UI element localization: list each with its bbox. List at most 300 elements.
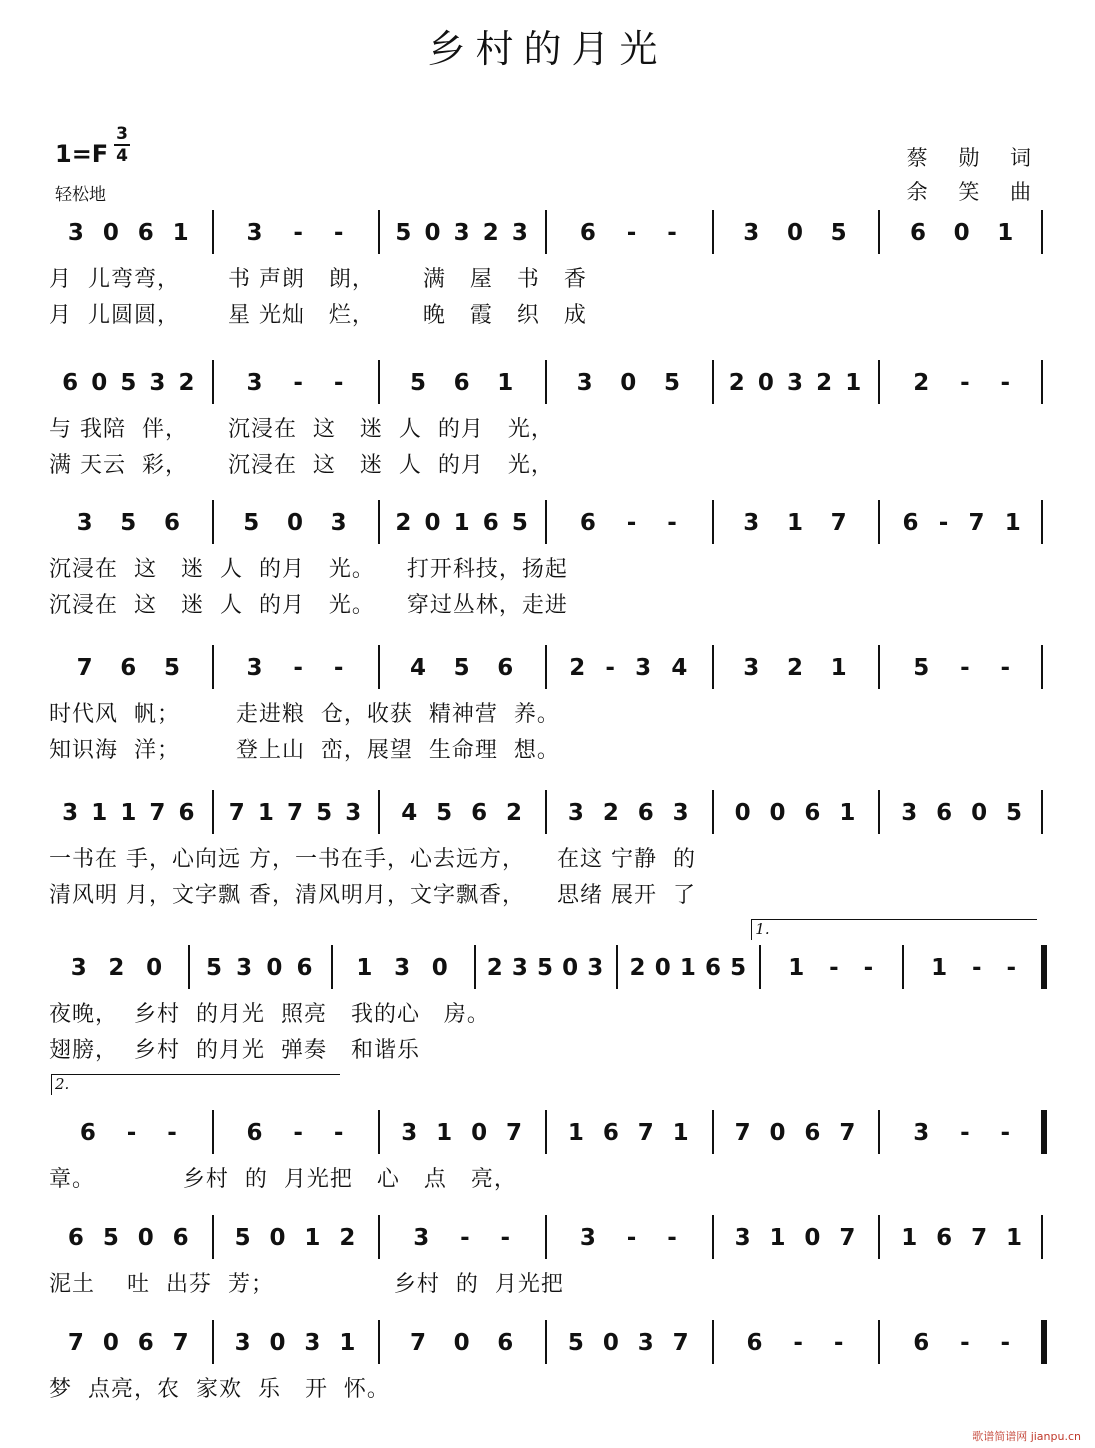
note: 5 [102, 1225, 119, 1251]
barline [474, 945, 476, 989]
measure [216, 1215, 375, 1261]
measure [382, 1110, 541, 1156]
note: 3 [246, 220, 263, 246]
barline [378, 210, 380, 254]
barline [712, 1320, 714, 1364]
note: 6 [79, 1120, 96, 1146]
note: 7 [149, 800, 166, 826]
measure [549, 1215, 708, 1261]
note: 5 [511, 510, 528, 536]
end-barline [1041, 645, 1043, 689]
note: - [333, 655, 344, 681]
note: 5 [536, 955, 553, 981]
barline [378, 360, 380, 404]
lyric-line: 泥土 吐 出芬 芳； 乡村 的 月光把 [49, 1272, 564, 1297]
lyric-line: 沉浸在 这 迷 人 的月 光。 穿过丛林，走进 [49, 593, 568, 618]
notes-row [45, 945, 1050, 991]
barline [545, 645, 547, 689]
note: 4 [409, 655, 426, 681]
note: 3 [743, 510, 760, 536]
note: - [500, 1225, 511, 1251]
note: - [667, 510, 677, 536]
note: - [793, 1330, 803, 1356]
key-signature: 1=F [55, 140, 109, 168]
measure [549, 645, 708, 691]
measure [49, 1320, 208, 1366]
end-barline [1041, 790, 1043, 834]
barline [878, 500, 880, 544]
note: 2 [178, 370, 195, 396]
note: 1 [497, 370, 514, 396]
note: 6 [936, 1225, 953, 1251]
note: 0 [757, 370, 774, 396]
measure [49, 500, 208, 546]
composer-credit: 余 笑 曲 [906, 180, 1043, 204]
note: 0 [953, 220, 970, 246]
note: 2 [569, 655, 586, 681]
measure [49, 945, 184, 991]
measure [382, 500, 541, 546]
note: 0 [620, 370, 637, 396]
barline [878, 360, 880, 404]
lyric-line: 一书在 手，心向远 方，一书在手，心去远方， 在这 宁静 的 [49, 847, 696, 872]
barline [712, 210, 714, 254]
note: 3 [511, 955, 528, 981]
measure [882, 1215, 1041, 1261]
note: 5 [163, 655, 180, 681]
note: - [626, 510, 637, 536]
note: 6 [936, 800, 953, 826]
barline [212, 360, 214, 404]
note: 6 [137, 220, 154, 246]
note: 1 [769, 1225, 786, 1251]
note: 6 [497, 1330, 514, 1356]
measure [549, 210, 708, 256]
note: - [863, 955, 874, 981]
note: - [1000, 1120, 1011, 1146]
note: - [605, 655, 615, 681]
note: 6 [637, 800, 654, 826]
measure [216, 1320, 375, 1366]
measure [549, 790, 708, 836]
note: 2 [629, 955, 646, 981]
note: 5 [395, 220, 412, 246]
note: - [1006, 955, 1017, 981]
note: 1 [356, 955, 373, 981]
note: 0 [769, 800, 786, 826]
note: 0 [102, 220, 119, 246]
note: - [938, 510, 949, 536]
note: 5 [206, 955, 223, 981]
note: 2 [395, 510, 412, 536]
note: 0 [654, 955, 671, 981]
note: 6 [704, 955, 721, 981]
note: 3 [637, 1330, 654, 1356]
note: 1 [567, 1120, 584, 1146]
note: 3 [345, 800, 362, 826]
note: - [293, 220, 303, 246]
barline [545, 210, 547, 254]
end-barline [1041, 1110, 1047, 1154]
notes-row [45, 790, 1050, 836]
note: 3 [401, 1120, 418, 1146]
note: 6 [120, 655, 137, 681]
note: 6 [497, 655, 514, 681]
measure [335, 945, 470, 991]
note: 0 [102, 1330, 119, 1356]
note: 3 [786, 370, 803, 396]
measure [382, 360, 541, 406]
note: 7 [409, 1330, 426, 1356]
note: 1 [436, 1120, 453, 1146]
end-barline [1041, 360, 1043, 404]
note: 3 [234, 1330, 251, 1356]
note: 3 [413, 1225, 430, 1251]
note: 3 [330, 510, 347, 536]
lyricist-credit: 蔡 勋 词 [906, 146, 1043, 170]
note: - [960, 1120, 970, 1146]
note: 3 [236, 955, 253, 981]
note: 0 [786, 220, 803, 246]
note: 5 [234, 1225, 251, 1251]
note: 4 [401, 800, 418, 826]
lyric-line: 知识海 洋； 登上山 峦，展望 生命理 想。 [49, 738, 560, 763]
barline [378, 790, 380, 834]
note: 3 [743, 220, 760, 246]
barline [878, 790, 880, 834]
lyric-line: 夜晚， 乡村 的月光 照亮 我的心 房。 [49, 1002, 490, 1027]
lyric-line: 月 儿弯弯， 书 声朗 朗， 满 屋 书 香 [49, 267, 587, 292]
barline [712, 1215, 714, 1259]
note: 2 [108, 955, 125, 981]
lyric-line: 梦 点亮，农 家欢 乐 开 怀。 [49, 1377, 390, 1402]
note: 1 [788, 955, 805, 981]
note: 7 [839, 1120, 856, 1146]
end-barline [1041, 500, 1043, 544]
note: 4 [671, 655, 688, 681]
note: 6 [579, 510, 596, 536]
measure [382, 790, 541, 836]
barline [545, 1215, 547, 1259]
note: 1 [839, 800, 856, 826]
measure [216, 790, 375, 836]
note: 6 [579, 220, 596, 246]
note: 0 [734, 800, 751, 826]
note: 7 [286, 800, 303, 826]
note: - [1000, 1330, 1011, 1356]
measure [882, 500, 1041, 546]
barline [378, 500, 380, 544]
barline [616, 945, 618, 989]
lyric-line: 与 我陪 伴， 沉浸在 这 迷 人 的月 光， [49, 417, 554, 442]
lyric-line: 月 儿圆圆， 星 光灿 烂， 晚 霞 织 成 [49, 303, 587, 328]
barline [212, 790, 214, 834]
measure [49, 645, 208, 691]
barline [212, 1320, 214, 1364]
note: 1 [679, 955, 696, 981]
measure [382, 1320, 541, 1366]
note: 5 [453, 655, 470, 681]
notes-row [45, 210, 1050, 256]
barline [212, 1110, 214, 1154]
note: 2 [339, 1225, 356, 1251]
note: 6 [137, 1330, 154, 1356]
note: 3 [67, 220, 84, 246]
note: 5 [243, 510, 260, 536]
end-barline [1041, 1320, 1047, 1364]
volta-bracket: 1. [751, 919, 1037, 940]
barline [331, 945, 333, 989]
note: - [333, 1120, 344, 1146]
note: 5 [913, 655, 930, 681]
measure [716, 645, 875, 691]
measure [382, 1215, 541, 1261]
note: 6 [804, 800, 821, 826]
song-title: 乡村的月光 [427, 27, 668, 71]
note: 1 [997, 220, 1014, 246]
note: 6 [746, 1330, 763, 1356]
time-signature [114, 124, 130, 166]
measure [49, 1215, 208, 1261]
note: 0 [269, 1330, 286, 1356]
measure [716, 790, 875, 836]
note: - [960, 370, 970, 396]
note: - [960, 1330, 970, 1356]
note: 2 [482, 220, 499, 246]
note: 1 [91, 800, 108, 826]
note: 0 [804, 1225, 821, 1251]
note: 6 [602, 1120, 619, 1146]
note: 6 [296, 955, 313, 981]
measure [882, 790, 1041, 836]
note: 3 [149, 370, 166, 396]
note: 0 [424, 220, 441, 246]
barline [545, 1110, 547, 1154]
note: 0 [453, 1330, 470, 1356]
measure [216, 210, 375, 256]
barline [878, 1320, 880, 1364]
end-barline [1041, 1215, 1043, 1259]
lyric-line: 满 天云 彩， 沉浸在 这 迷 人 的月 光， [49, 453, 554, 478]
note: 5 [120, 370, 137, 396]
note: 1 [304, 1225, 321, 1251]
note: 1 [453, 510, 470, 536]
barline [712, 645, 714, 689]
note: 7 [971, 1225, 988, 1251]
note: 2 [816, 370, 833, 396]
note: 5 [663, 370, 680, 396]
note: 7 [67, 1330, 84, 1356]
note: 6 [913, 1330, 930, 1356]
barline [878, 1215, 880, 1259]
measure [882, 1320, 1041, 1366]
note: - [833, 1330, 844, 1356]
measure [882, 210, 1041, 256]
note: 3 [913, 1120, 930, 1146]
barline [212, 1215, 214, 1259]
barline [188, 945, 190, 989]
note: 7 [506, 1120, 523, 1146]
note: - [626, 220, 637, 246]
note: 3 [62, 800, 79, 826]
barline [712, 790, 714, 834]
barline [878, 645, 880, 689]
measure [382, 210, 541, 256]
note: 3 [901, 800, 918, 826]
note: 2 [913, 370, 930, 396]
note: 0 [562, 955, 579, 981]
note: 1 [672, 1120, 689, 1146]
note: 6 [909, 220, 926, 246]
note: 6 [482, 510, 499, 536]
note: - [960, 655, 970, 681]
measure [478, 945, 613, 991]
note: 1 [786, 510, 803, 536]
lyric-line: 章。 乡村 的 月光把 心 点 亮， [49, 1167, 517, 1192]
barline [378, 645, 380, 689]
barline [545, 500, 547, 544]
note: 6 [453, 370, 470, 396]
note: 7 [228, 800, 245, 826]
measure [549, 500, 708, 546]
measure [549, 1320, 708, 1366]
barline [712, 1110, 714, 1154]
note: 2 [786, 655, 803, 681]
note: 5 [567, 1330, 584, 1356]
notes-row [45, 645, 1050, 691]
measure [882, 645, 1041, 691]
barline [212, 645, 214, 689]
note: 5 [120, 510, 137, 536]
note: 7 [637, 1120, 654, 1146]
note: 5 [409, 370, 426, 396]
measure [49, 790, 208, 836]
note: 0 [137, 1225, 154, 1251]
measure [49, 1110, 208, 1156]
notes-row [45, 360, 1050, 406]
measure [549, 360, 708, 406]
note: 7 [734, 1120, 751, 1146]
note: 3 [672, 800, 689, 826]
measure [882, 360, 1041, 406]
notes-row [45, 500, 1050, 546]
measure [882, 1110, 1041, 1156]
note: - [460, 1225, 470, 1251]
measure [216, 500, 375, 546]
barline [378, 1320, 380, 1364]
note: 0 [769, 1120, 786, 1146]
note: 7 [839, 1225, 856, 1251]
note: 3 [587, 955, 604, 981]
note: 5 [730, 955, 747, 981]
note: - [829, 955, 839, 981]
barline [759, 945, 761, 989]
note: 6 [804, 1120, 821, 1146]
barline [212, 210, 214, 254]
note: 0 [91, 370, 108, 396]
notes-row [45, 1320, 1050, 1366]
note: 2 [728, 370, 745, 396]
notes-row [45, 1215, 1050, 1261]
note: 1 [120, 800, 137, 826]
tempo-marking: 轻松地 [55, 185, 106, 205]
note: 3 [576, 370, 593, 396]
note: - [972, 955, 982, 981]
note: 6 [471, 800, 488, 826]
volta-bracket: 2. [51, 1074, 340, 1095]
measure [549, 1110, 708, 1156]
measure [716, 1215, 875, 1261]
note: 7 [76, 655, 93, 681]
end-barline [1041, 945, 1047, 989]
note: 6 [178, 800, 195, 826]
barline [878, 1110, 880, 1154]
note: 1 [845, 370, 862, 396]
note: 1 [1004, 510, 1021, 536]
note: 7 [672, 1330, 689, 1356]
measure [49, 210, 208, 256]
note: - [333, 370, 344, 396]
measure [763, 945, 898, 991]
note: 3 [304, 1330, 321, 1356]
note: 0 [269, 1225, 286, 1251]
note: 5 [1006, 800, 1023, 826]
note: 3 [567, 800, 584, 826]
note: - [126, 1120, 137, 1146]
note: 1 [931, 955, 948, 981]
note: 7 [172, 1330, 189, 1356]
note: 7 [830, 510, 847, 536]
note: 2 [506, 800, 523, 826]
barline [878, 210, 880, 254]
notes-row [45, 1110, 1050, 1156]
measure [49, 360, 208, 406]
note: 3 [635, 655, 652, 681]
barline [712, 500, 714, 544]
note: 5 [436, 800, 453, 826]
barline [712, 360, 714, 404]
note: 3 [70, 955, 87, 981]
barline [545, 1320, 547, 1364]
note: - [626, 1225, 637, 1251]
note: 5 [830, 220, 847, 246]
barline [212, 500, 214, 544]
note: 6 [172, 1225, 189, 1251]
note: - [333, 220, 344, 246]
watermark: 歌谱简谱网 jianpu.cn [972, 1430, 1081, 1443]
note: - [667, 1225, 677, 1251]
note: - [1000, 655, 1011, 681]
note: 0 [971, 800, 988, 826]
note: 6 [62, 370, 79, 396]
end-barline [1041, 210, 1043, 254]
note: - [1000, 370, 1011, 396]
measure [216, 645, 375, 691]
note: 0 [286, 510, 303, 536]
note: 1 [257, 800, 274, 826]
note: 3 [76, 510, 93, 536]
note: 2 [602, 800, 619, 826]
note: - [293, 1120, 303, 1146]
note: 3 [743, 655, 760, 681]
note: 3 [579, 1225, 596, 1251]
barline [378, 1215, 380, 1259]
note: - [667, 220, 677, 246]
barline [545, 790, 547, 834]
note: 3 [453, 220, 470, 246]
note: 2 [486, 955, 503, 981]
lyric-line: 清风明 月，文字飘 香，清风明月，文字飘香， 思绪 展开 了 [49, 883, 696, 908]
